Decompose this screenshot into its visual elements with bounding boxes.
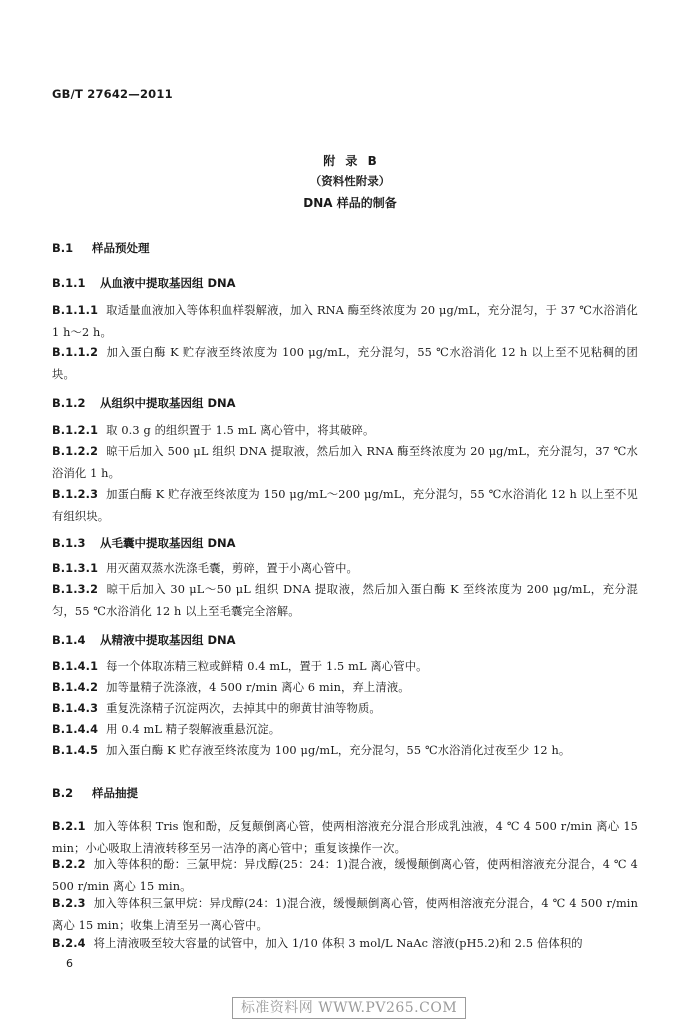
paragraph-text: 重复洗涤精子沉淀两次，去掉其中的卵黄甘油等物质。 [106,702,381,715]
paragraph-number: B.1.4.5 [52,744,99,757]
paragraph-b1-4-1 [52,656,638,678]
section-number: B.2 [52,786,74,800]
paragraph-number: B.2.1 [52,820,86,833]
section-number: B.1 [52,241,74,255]
section-title: 从精液中提取基因组 DNA [100,633,236,647]
paragraph-b2-1 [52,816,638,859]
annex-nature: （资料性附录） [309,174,391,188]
paragraph-b2-2 [52,854,638,897]
paragraph-text: 加入蛋白酶 K 贮存液至终浓度为 100 μg/mL，充分混匀，55 ℃水浴消化过夜至少 12 h。 [106,744,571,757]
paragraph-number: B.1.3.1 [52,562,99,575]
paragraph-text: 晾干后加入 30 μL～50 μL 组织 DNA 提取液，然后加入蛋白酶 K 至终浓度为 200 μg/mL，充分混匀，55 ℃水浴消化 12 h 以上至毛囊完全溶解。 [52,583,638,618]
section-heading-b1 [52,240,150,256]
paragraph-number: B.1.2.1 [52,424,99,437]
paragraph-number: B.1.4.4 [52,723,99,736]
paragraph-b1-4-2 [52,677,638,699]
section-heading-b2 [52,785,138,801]
section-number: B.1.4 [52,633,86,647]
paragraph-number: B.2.3 [52,897,86,910]
annex-title: 附 录 B [323,154,377,168]
paragraph-text: 加入等体积三氯甲烷：异戊醇(24：1)混合液，缓慢颠倒离心管，使两相溶液充分混合，4 ℃ 4 500 r/min离心 15 min；收集上清至另一离心管中。 [52,897,638,932]
paragraph-text: 用 0.4 mL 精子裂解液重悬沉淀。 [106,723,281,736]
paragraph-b1-1-1 [52,300,638,343]
paragraph-number: B.1.4.3 [52,702,99,715]
paragraph-text: 每一个体取冻精三粒或鲜精 0.4 mL，置于 1.5 mL 离心管中。 [106,660,428,673]
paragraph-text: 加入等体积的酚：三氯甲烷：异戊醇(25：24：1)混合液，缓慢颠倒离心管，使两相溶液充分混合，4 ℃ 4 500 r/min 离心 15 min。 [52,858,638,893]
paragraph-number: B.2.2 [52,858,86,871]
paragraph-number: B.1.2.3 [52,488,99,501]
paragraph-text: 加等量精子洗涤液，4 500 r/min 离心 6 min，弃上清液。 [106,681,410,694]
paragraph-b1-4-3 [52,698,638,720]
paragraph-number: B.1.1.1 [52,304,99,317]
section-title: 从毛囊中提取基因组 DNA [100,536,236,550]
standard-id: GB/T 27642—2011 [52,87,173,101]
paragraph-b2-3 [52,893,638,936]
paragraph-b1-3-1 [52,558,638,580]
paragraph-b1-2-1 [52,420,638,442]
section-heading-b1-3 [52,535,236,551]
paragraph-text: 加入等体积 Tris 饱和酚，反复颠倒离心管，使两相溶液充分混合形成乳浊液，4 ℃ 4 500 r/min 离心 15 min；小心吸取上清液转移至另一洁净的离心管中；重复该操作一次。 [52,820,638,855]
paragraph-number: B.1.2.2 [52,445,99,458]
source-watermark: 标准资料网 WWW.PV265.COM [232,997,466,1019]
paragraph-number: B.1.4.1 [52,660,99,673]
paragraph-b1-3-2 [52,579,638,622]
paragraph-number: B.2.4 [52,937,86,950]
section-title: 从血液中提取基因组 DNA [100,276,236,290]
paragraph-number: B.1.1.2 [52,346,99,359]
paragraph-b2-4 [52,933,638,955]
section-title: 样品预处理 [92,241,150,255]
paragraph-b1-1-2 [52,342,638,385]
paragraph-text: 晾干后加入 500 μL 组织 DNA 提取液，然后加入 RNA 酶至终浓度为 20 μg/mL，充分混匀，37 ℃水浴消化 1 h。 [52,445,638,480]
paragraph-b1-2-3 [52,484,638,527]
paragraph-number: B.1.3.2 [52,583,99,596]
paragraph-b1-2-2 [52,441,638,484]
paragraph-text: 加蛋白酶 K 贮存液至终浓度为 150 μg/mL～200 μg/mL，充分混匀，55 ℃水浴消化 12 h 以上至不见有组织块。 [52,488,638,523]
paragraph-text: 取适量血液加入等体积血样裂解液，加入 RNA 酶至终浓度为 20 μg/mL，充分混匀，于 37 ℃水浴消化 1 h～2 h。 [52,304,638,339]
paragraph-number: B.1.4.2 [52,681,99,694]
paragraph-text: 取 0.3 g 的组织置于 1.5 mL 离心管中，将其破碎。 [106,424,375,437]
section-number: B.1.1 [52,276,86,290]
section-title: 从组织中提取基因组 DNA [100,396,236,410]
page-number: 6 [66,957,73,970]
paragraph-b1-4-5 [52,740,638,762]
paragraph-b1-4-4 [52,719,638,741]
paragraph-text: 用灭菌双蒸水洗涤毛囊，剪碎，置于小离心管中。 [106,562,358,575]
section-heading-b1-4 [52,632,236,648]
paragraph-text: 加入蛋白酶 K 贮存液至终浓度为 100 μg/mL，充分混匀，55 ℃水浴消化 12 h 以上至不见粘稠的团块。 [52,346,638,381]
section-title: 样品抽提 [92,786,138,800]
section-heading-b1-1 [52,275,236,291]
section-number: B.1.3 [52,536,86,550]
annex-name: DNA 样品的制备 [303,196,397,210]
section-heading-b1-2 [52,395,236,411]
section-number: B.1.2 [52,396,86,410]
paragraph-text: 将上清液吸至较大容量的试管中，加入 1/10 体积 3 mol/L NaAc 溶液(pH5.2)和 2.5 倍体积的 [93,937,583,950]
